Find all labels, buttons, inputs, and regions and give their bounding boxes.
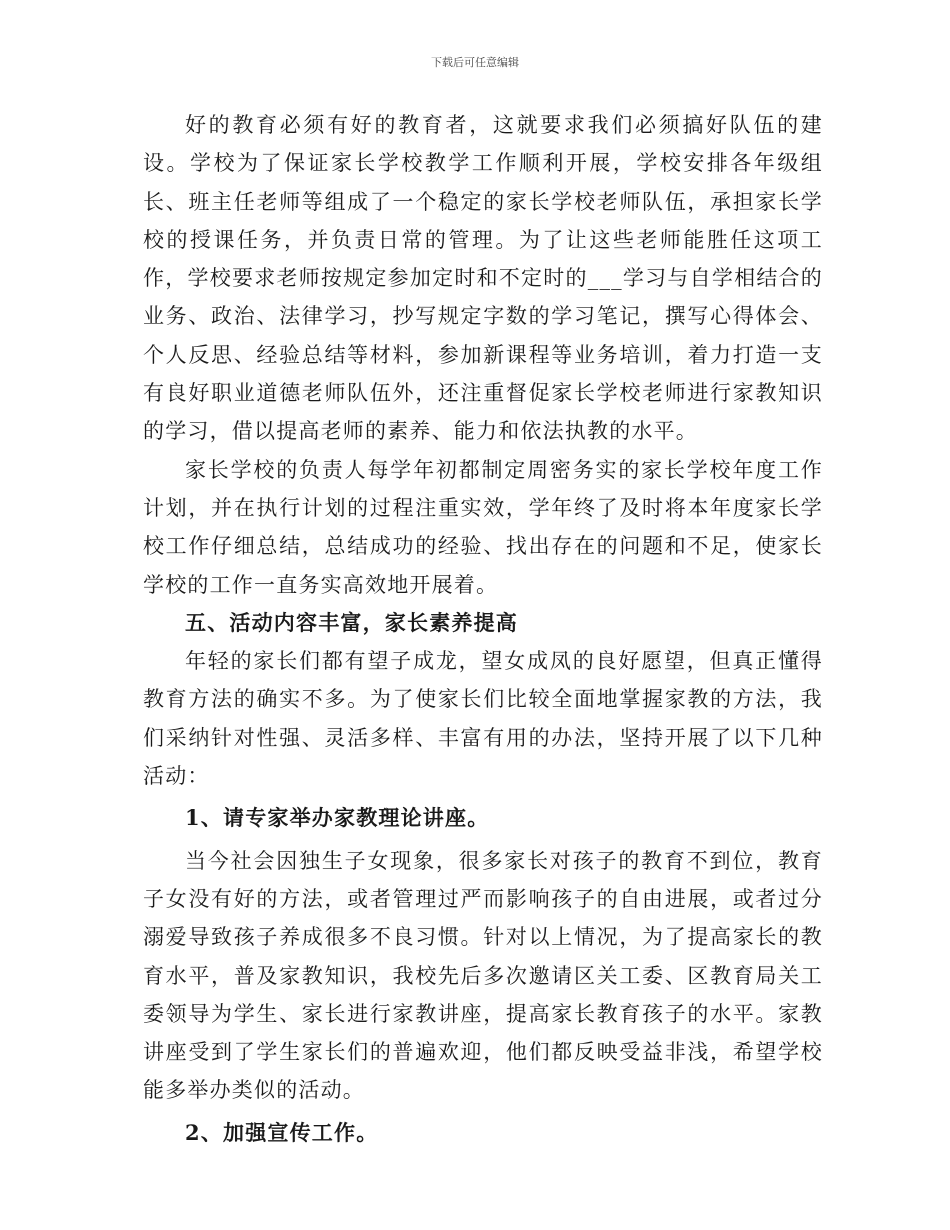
paragraph-team-building: 好的教育必须有好的教育者，这就要求我们必须搞好队伍的建设。学校为了保证家长学校教学工作顺利开展，学校安排各年级组长、班主任老师等组成了一个稳定的家长学校老师队伍，承担家长学校的授课任务，并负责日常的管理。为了让这些老师能胜任这项工作，学校要求老师按规定参加定时和不定时的___学习与自学相结合的业务、政治、法律学习，抄写规定字数的学习笔记，撰写心得体会、个人反思、经验总结等材料，参加新课程等业务培训，着力打造一支有良好职业道德老师队伍外，还注重督促家长学校老师进行家教知识的学习，借以提高老师的素养、能力和依法执教的水平。 [143, 113, 823, 444]
paragraph-expert-lectures: 当今社会因独生子女现象，很多家长对孩子的教育不到位，教育子女没有好的方法，或者管理过严而影响孩子的自由进展，或者过分溺爱导致孩子养成很多不良习惯。针对以上情况，为了提高家长的教育水平，普及家教知识，我校先后多次邀请区关工委、区教育局关工委领导为学生、家长进行家教讲座，提高家长教育孩子的水平。家教讲座受到了学生家长们的普遍欢迎，他们都反映受益非浅，希望学校能多举办类似的活动。 [143, 848, 823, 1103]
document-body [143, 106, 823, 1152]
subheading-expert-lectures: 1、请专家举办家教理论讲座。 [185, 805, 490, 831]
section-heading-activities: 五、活动内容丰富，家长素养提高 [185, 609, 518, 635]
paragraph-activities-intro: 年轻的家长们都有望子成龙，望女成凤的良好愿望，但真正懂得教育方法的确实不多。为了使家长们比较全面地掌握家教的方法，我们采纳针对性强、灵活多样、丰富有用的办法，坚持开展了以下几种活动： [143, 649, 823, 789]
subheading-publicity: 2、加强宣传工作。 [185, 1119, 379, 1145]
paragraph-annual-plan: 家长学校的负责人每学年初都制定周密务实的家长学校年度工作计划，并在执行计划的过程注重实效，学年终了及时将本年度家长学校工作仔细总结，总结成功的经验、找出存在的问题和不足，使家长学校的工作一直务实高效地开展着。 [143, 457, 823, 597]
page-header: 下载后可任意编辑 [431, 56, 519, 69]
